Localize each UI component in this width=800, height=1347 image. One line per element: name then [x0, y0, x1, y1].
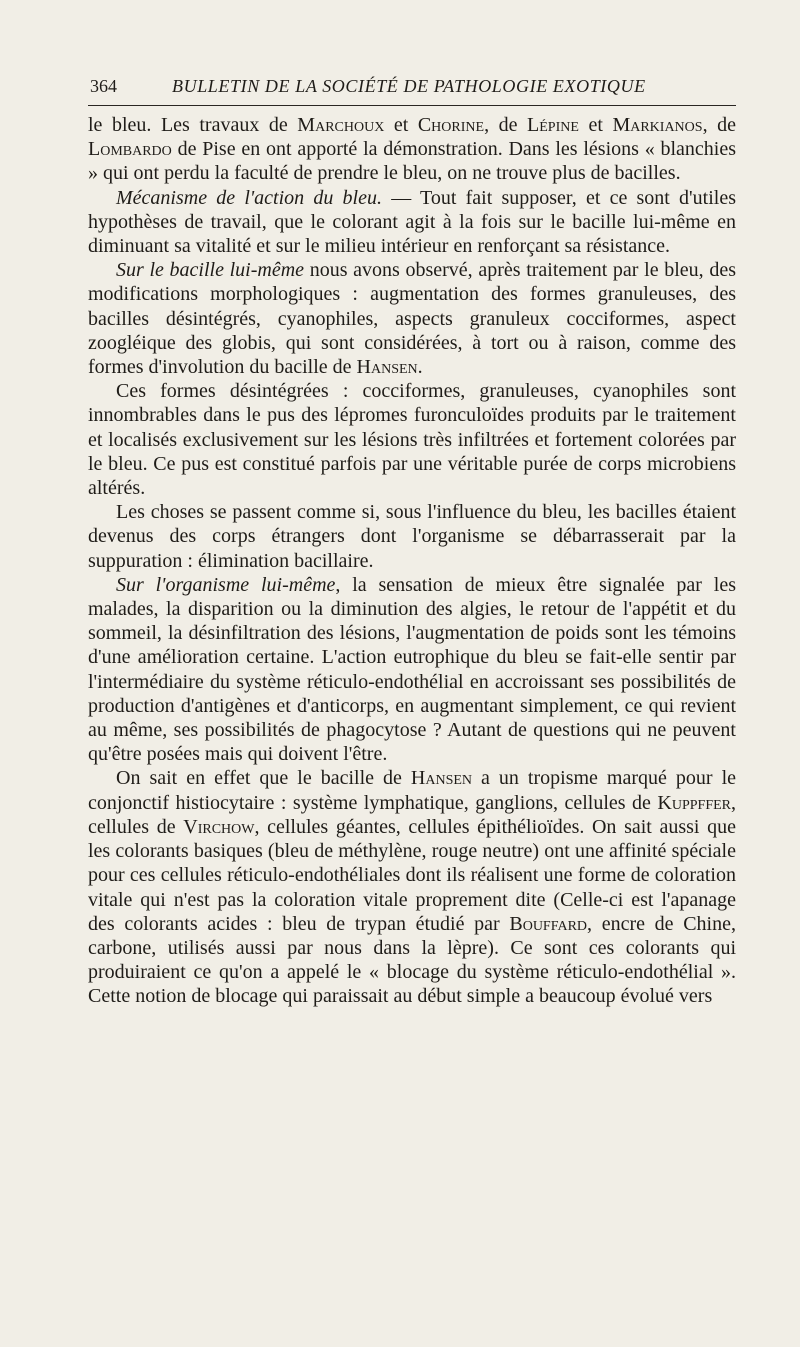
author-name: Bouffard — [509, 912, 588, 935]
paragraph — [88, 258, 736, 379]
text-run: , cellules géantes, cellules épithélioïdes. On sait aussi que les colorants basiques (bleu de méthylène, rouge neutre) ont une affinité spéciale pour ces cellules réticulo-endothéliales dont ils réalisent une forme de coloration vitale qui n'est pas la coloration vitale proprement dite (Celle-ci est l'apanage des colorants acides : bleu de trypan étudié par — [88, 815, 736, 935]
author-name: Hansen — [410, 767, 473, 790]
text-run: nous avons observé, après traitement par le bleu, des modifications morphologiques : augmentation des formes granuleuses, des bacilles désintégrés, cyanophiles, aspects granuleux cocciformes, aspect zoogléique des globis, qui sont considérées, à tort ou à raison, comme des formes d'involution du bacille de — [88, 259, 736, 379]
text-run: , de — [702, 114, 736, 136]
text-run: , encre de Chine, carbone, utilisés aussi par nous dans la lèpre). Ce sont ces colorants qui produiraient ce qu'on a appelé le « blocage du système réticulo-endothélial ». Cette notion de blocage qui paraissait au début simple a beaucoup évolué vers — [88, 912, 736, 1008]
body-text — [88, 113, 736, 1009]
author-name: Markianos — [612, 114, 703, 136]
text-run: On sait en effet que le bacille de — [116, 767, 411, 790]
text-run: , cellules de — [88, 791, 736, 838]
italic-heading: Mécanisme de l'action du bleu. — [116, 186, 382, 209]
author-name: Lépine — [527, 114, 579, 136]
italic-heading: Sur l'organisme lui-même — [116, 573, 336, 596]
italic-heading: Sur le bacille lui-même — [116, 259, 305, 282]
author-name: Lombardo — [88, 138, 172, 161]
text-run: de Pise en ont apporté la démonstration. Dans les lésions « blanchies » qui ont perdu la faculté de prendre le bleu, on ne trouve plus de bacilles. — [88, 138, 736, 185]
text-run: a un tropisme marqué pour le conjonctif histiocytaire : système lymphatique, ganglions, cellules de — [88, 767, 736, 814]
text-run: — Tout fait supposer, et ce sont d'utiles hypothèses de travail, que le colorant agit à la fois sur le bacille lui-même en diminuant sa vitalité et sur le milieu intérieur en renforçant sa résistance. — [88, 186, 736, 258]
running-title: BULLETIN DE LA SOCIÉTÉ DE PATHOLOGIE EXOTIQUE — [172, 76, 646, 96]
paragraph — [88, 573, 736, 767]
text-run: et — [384, 114, 418, 136]
text-run: , la sensation de mieux être signalée par les malades, la disparition ou la diminution des algies, le retour de l'appétit et du sommeil, la désinfiltration des lésions, l'augmentation de poids sont les témoins d'une amélioration certaine. L'action eutrophique du bleu se fait-elle sentir par l'intermédiaire du système réticulo-endothélial en accroissant ses possibilités de production d'antigènes et d'anticorps, en augmentant simplement, ce qui revient au même, ses possibilités de phagocytose ? Autant de questions qui ne peuvent qu'être posées mais qui doivent l'être. — [88, 573, 736, 766]
paragraph — [88, 113, 736, 186]
text-run: le bleu. Les travaux de — [88, 114, 298, 136]
author-name: Marchoux — [297, 114, 385, 136]
text-run: , de — [484, 114, 528, 136]
text-run: Les choses se passent comme si, sous l'influence du bleu, les bacilles étaient devenus des corps étrangers dont l'organisme se débarrasserait par la suppuration : élimination bacillaire. — [88, 501, 736, 572]
paragraph — [88, 186, 736, 259]
author-name: Hansen — [356, 356, 418, 379]
paragraph — [88, 500, 736, 573]
author-name: Chorine — [417, 114, 485, 136]
text-run: Ces formes désintégrées : cocciformes, granuleuses, cyanophiles sont innombrables dans le pus des lépromes furonculoïdes produits par le traitement et localisés exclusivement sur les lésions très infiltrées et fortement colorées par le bleu. Ce pus est constitué parfois par une véritable purée de corps microbiens altérés. — [88, 380, 736, 500]
author-name: Kuppffer — [657, 791, 731, 814]
header-rule — [88, 105, 736, 106]
text-run: et — [578, 114, 613, 136]
paragraph — [88, 766, 736, 1008]
page-number: 364 — [90, 76, 117, 96]
text-run: . — [417, 356, 423, 379]
author-name: Virchow — [183, 815, 255, 838]
paragraph — [88, 379, 736, 500]
